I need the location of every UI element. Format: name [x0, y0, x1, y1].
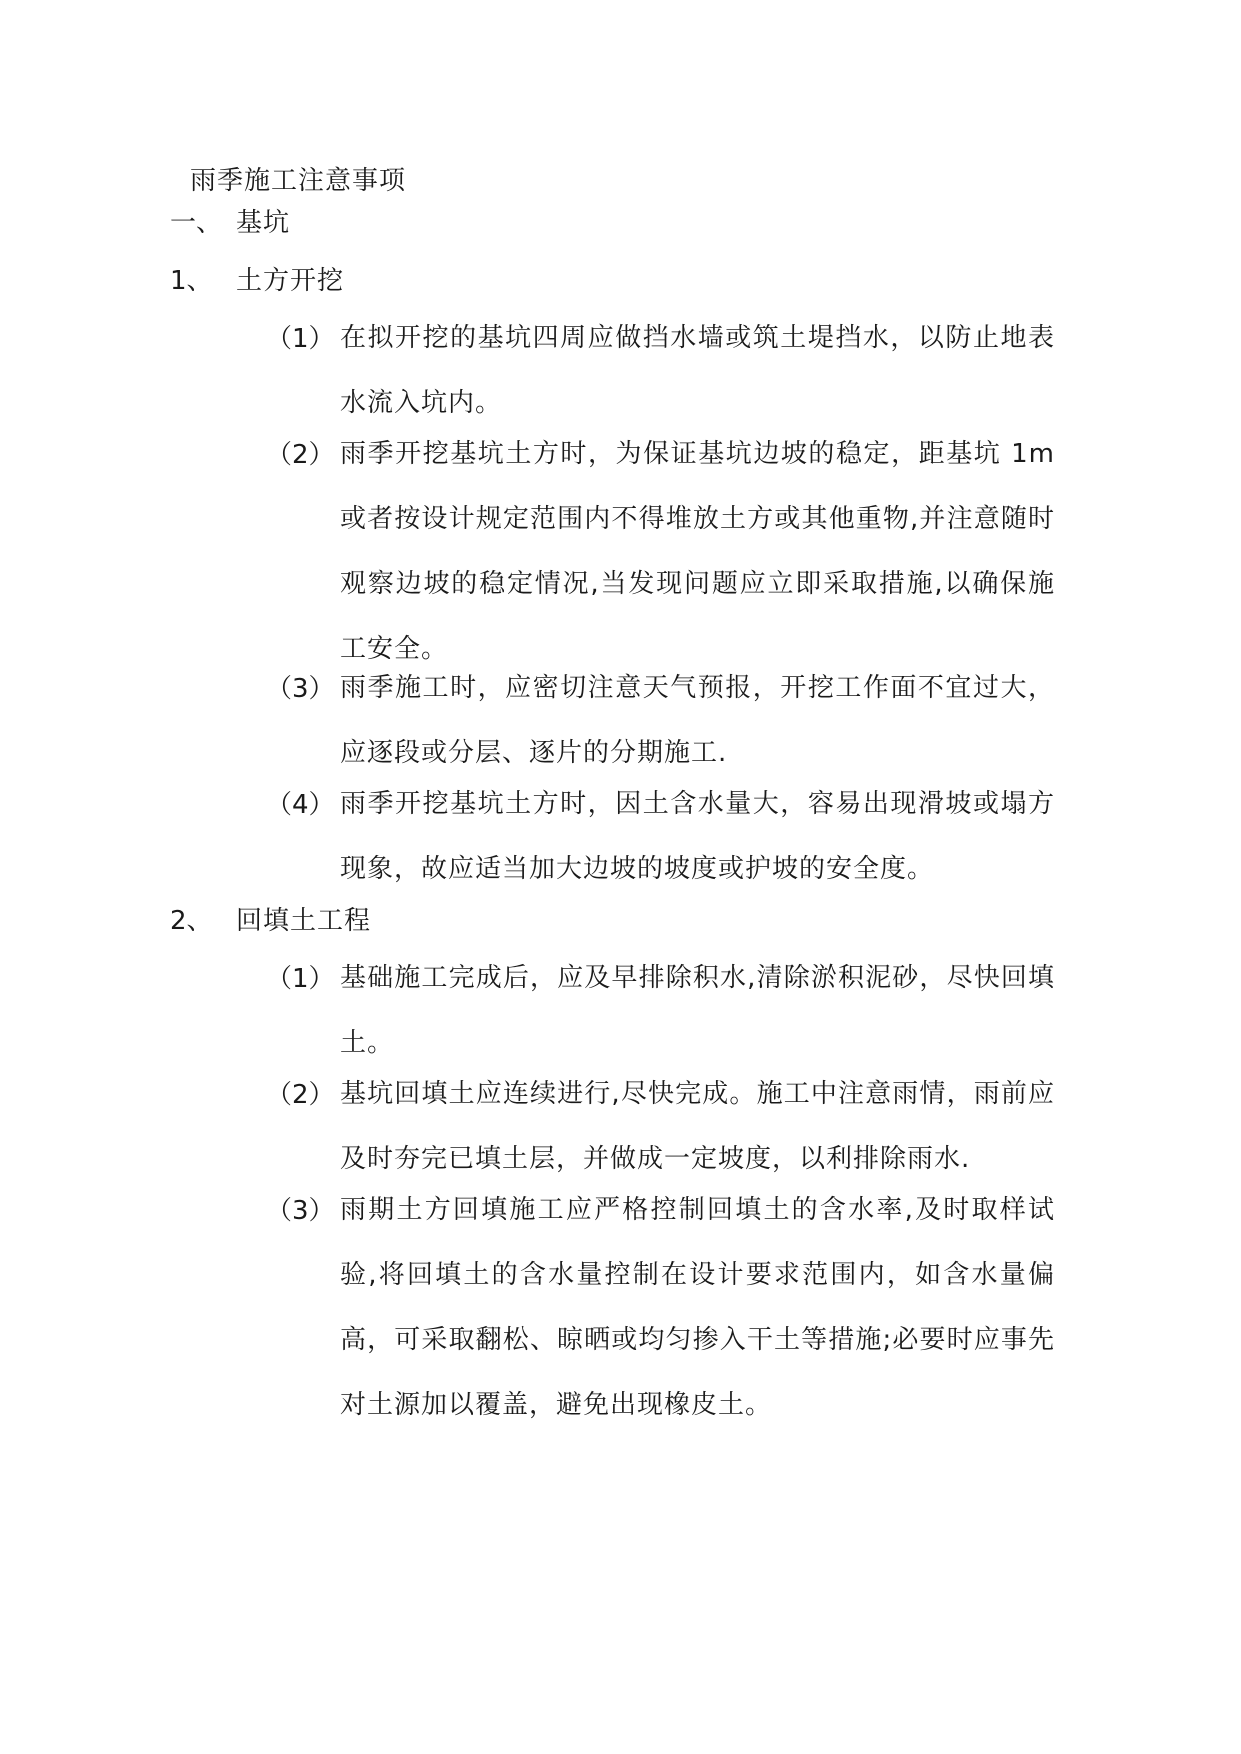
list-item-number: （1） [266, 324, 335, 354]
list-item-number: （2） [266, 1080, 335, 1110]
list-item-number: （4） [266, 790, 335, 820]
subsection-marker: 1、 [170, 266, 213, 296]
list-item-number: （3） [266, 674, 335, 704]
list-item-number: （3） [266, 1196, 335, 1226]
list-item-text: 在拟开挖的基坑四周应做挡水墙或筑土堤挡水，以防止地表水流入坑内。 [340, 323, 1055, 418]
document-title: 雨季施工注意事项 [190, 166, 407, 196]
section-marker: 一、 [170, 208, 223, 238]
list-item-number: （2） [266, 440, 335, 470]
list-item-text: 雨季开挖基坑土方时，因土含水量大，容易出现滑坡或塌方现象，故应适当加大边坡的坡度或护坡的安全度。 [340, 789, 1055, 884]
subsection-heading: 土方开挖 [236, 266, 345, 296]
list-item-text: 基础施工完成后，应及早排除积水,清除淤积泥砂，尽快回填土。 [340, 963, 1055, 1058]
section-heading: 基坑 [236, 208, 291, 238]
list-item-text: 雨季开挖基坑土方时，为保证基坑边坡的稳定，距基坑 1m 或者按设计规定范围内不得堆放土方或其他重物,并注意随时观察边坡的稳定情况,当发现问题应立即采取措施,以确保施工安全。 [340, 439, 1055, 664]
list-item-text: 基坑回填土应连续进行,尽快完成。施工中注意雨情，雨前应及时夯完已填土层，并做成一定坡度，以利排除雨水. [340, 1079, 1055, 1174]
list-item-text: 雨季施工时，应密切注意天气预报，开挖工作面不宜过大，应逐段或分层、逐片的分期施工. [340, 673, 1055, 768]
subsection-marker: 2、 [170, 906, 213, 936]
subsection-heading: 回填土工程 [236, 906, 372, 936]
list-item-text: 雨期土方回填施工应严格控制回填土的含水率,及时取样试验,将回填土的含水量控制在设计要求范围内，如含水量偏高，可采取翻松、晾晒或均匀掺入干土等措施;必要时应事先对土源加以覆盖，避免出现橡皮土。 [340, 1195, 1055, 1420]
list-item-number: （1） [266, 964, 335, 994]
